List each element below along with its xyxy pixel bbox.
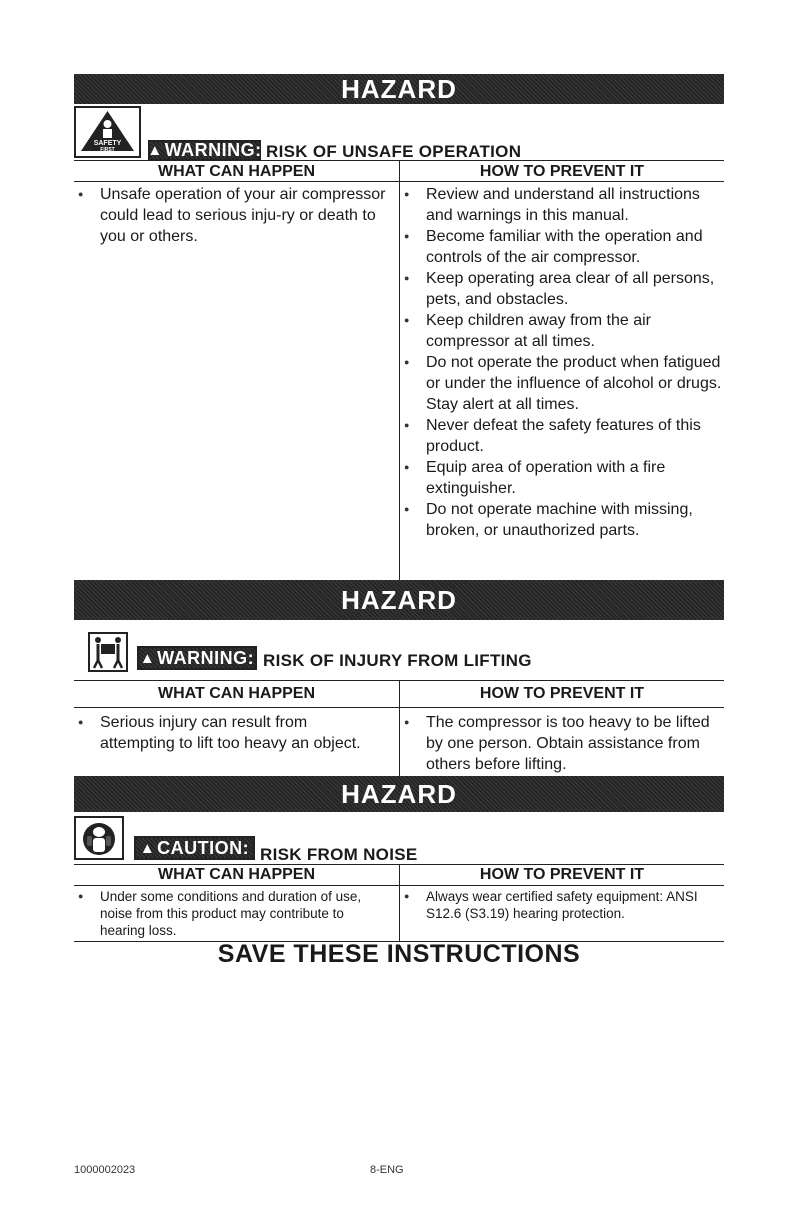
bullet-item: ● Do not operate the product when fatigued or under the influence of alcohol or drugs. Stay alert at all times. (400, 352, 726, 415)
what-can-happen-list (74, 712, 374, 754)
bullet-item: ● Do not operate machine with missing, broken, or unauthorized parts. (400, 499, 726, 541)
what-can-happen-heading: WHAT CAN HAPPEN (157, 866, 316, 883)
what-can-happen-heading: WHAT CAN HAPPEN (157, 685, 316, 702)
risk-title: RISK OF UNSAFE OPERATION (266, 142, 522, 161)
how-to-prevent-list (400, 184, 726, 541)
bullet-item: ● Keep children away from the air compressor at all times. (400, 310, 726, 352)
how-to-prevent-heading: HOW TO PREVENT IT (479, 866, 645, 883)
what-can-happen-list (74, 184, 392, 247)
warning-label-text: WARNING: (164, 140, 262, 160)
bullet-item: ● Serious injury can result from attempting to lift too heavy an object. (74, 712, 374, 754)
warning-triangle-icon: ▲ (147, 142, 163, 159)
hazard-band-title: HAZARD (341, 74, 457, 104)
warning-label (137, 646, 257, 670)
what-can-happen-list (74, 888, 374, 939)
warning-label-text: WARNING: (157, 647, 255, 668)
caution-label (134, 836, 255, 860)
warning-triangle-icon: ▲ (139, 649, 156, 667)
risk-title: RISK FROM NOISE (260, 845, 418, 864)
bullet-item: ● Become familiar with the operation and controls of the air compressor. (400, 226, 726, 268)
safety-first-icon (74, 106, 141, 158)
bullet-item: ● The compressor is too heavy to be lifted by one person. Obtain assistance from others before lifting. (400, 712, 726, 775)
warning-label (148, 140, 261, 161)
hazard-band-title: HAZARD (341, 585, 457, 615)
document-number: 1000002023 (74, 1164, 136, 1176)
caution-triangle-icon: ▲ (139, 839, 156, 857)
bullet-item: ● Review and understand all instructions and warnings in this manual. (400, 184, 726, 226)
save-instructions-heading: SAVE THESE INSTRUCTIONS (217, 940, 581, 968)
hazard-band (74, 776, 724, 812)
hazard-band-title: HAZARD (341, 779, 457, 809)
bullet-item: ● Under some conditions and duration of use, noise from this product may contribute to hearing loss. (74, 888, 374, 939)
what-can-happen-heading: WHAT CAN HAPPEN (157, 163, 316, 180)
hearing-protection-icon (74, 816, 124, 860)
safety-icon-text-2: FIRST (100, 147, 115, 153)
risk-title: RISK OF INJURY FROM LIFTING (263, 651, 532, 670)
how-to-prevent-heading: HOW TO PREVENT IT (479, 163, 645, 180)
lifting-icon (88, 632, 128, 672)
how-to-prevent-list (400, 888, 726, 922)
how-to-prevent-heading: HOW TO PREVENT IT (479, 685, 645, 702)
hazard-band (74, 580, 724, 620)
hazard-band (74, 74, 724, 104)
bullet-item: ● Never defeat the safety features of this product. (400, 415, 726, 457)
bullet-item: ● Equip area of operation with a fire extinguisher. (400, 457, 726, 499)
bullet-item: ● Always wear certified safety equipment: ANSI S12.6 (S3.19) hearing protection. (400, 888, 726, 922)
caution-label-text: CAUTION: (157, 837, 250, 858)
page-number: 8-ENG (370, 1164, 404, 1176)
safety-icon-text-1: SAFETY (93, 140, 122, 147)
bullet-item: ● Keep operating area clear of all persons, pets, and obstacles. (400, 268, 726, 310)
bullet-item: ● Unsafe operation of your air compressor could lead to serious inju-ry or death to you or others. (74, 184, 392, 247)
how-to-prevent-list (400, 712, 726, 775)
